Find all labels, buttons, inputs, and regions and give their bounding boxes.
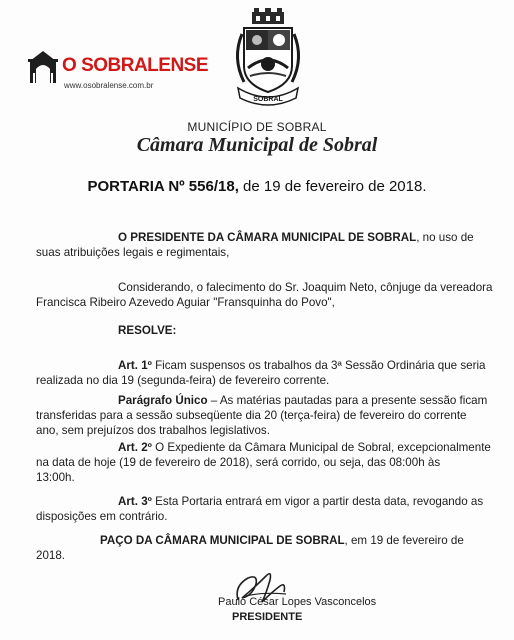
article2-text: O Expediente da Câmara Municipal de Sobral, excepcionalmente xyxy=(151,441,491,454)
paco-line1 xyxy=(100,533,500,548)
intro-line1 xyxy=(118,230,498,245)
article3-label: Art. 3º xyxy=(118,495,152,508)
article1-line1 xyxy=(118,358,498,373)
article2-line3: 13:00h. xyxy=(36,471,75,484)
paco-line2: 2018. xyxy=(36,549,66,562)
paragraph-unico-line3: ano, sem prejuízos dos trabalhos legislativos. xyxy=(36,424,270,437)
coat-of-arms-ribbon-text: SOBRAL xyxy=(253,96,283,103)
article3-line1 xyxy=(118,494,498,509)
article1-label: Art. 1º xyxy=(118,359,152,372)
paragraph-unico-line2: transferidas para a sessão subseqüente dia 20 (terça-feira) de fevereiro do corrente xyxy=(36,409,467,422)
portaria-number: PORTARIA Nº 556/18, xyxy=(87,178,239,195)
paragraph-unico-line1 xyxy=(118,393,498,408)
article2-label: Art. 2º xyxy=(118,441,152,454)
intro-president: O PRESIDENTE DA CÂMARA MUNICIPAL DE SOBRAL xyxy=(118,231,417,244)
article3-text: Esta Portaria entrará em vigor a partir desta data, revogando as xyxy=(151,495,484,508)
portaria-title xyxy=(0,178,514,195)
signatory-name: Paulo César Lopes Vasconcelos xyxy=(218,596,377,608)
watermark-url: www.osobralense.com.br xyxy=(64,81,154,90)
chamber-heading: Câmara Municipal de Sobral xyxy=(136,134,378,156)
municipality-heading: MUNICÍPIO DE SOBRAL xyxy=(187,120,327,134)
watermark-brand-o: O xyxy=(62,55,82,76)
paragraph-unico-label: Parágrafo Único xyxy=(118,394,208,407)
article1-text: Ficam suspensos os trabalhos da 3ª Sessão Ordinária que seria xyxy=(151,359,486,372)
arch-logo-icon xyxy=(28,49,58,83)
watermark-brand-name: SOBRALENSE xyxy=(81,55,209,76)
article1-line2: realizada no dia 19 (segunda-feira) de fevereiro corrente. xyxy=(36,374,330,387)
article3-line2: disposições em contrário. xyxy=(36,510,168,523)
portaria-date: de 19 de fevereiro de 2018. xyxy=(238,178,427,195)
watermark-brand xyxy=(62,55,208,77)
article2-line2: na data de hoje (19 de fevereiro de 2018), será corrido, ou seja, das 08:00h às xyxy=(36,456,441,469)
resolve-heading: RESOLVE: xyxy=(118,324,177,337)
article2-line1 xyxy=(118,440,498,455)
considering-line2: Francisca Ribeiro Azevedo Aguiar "Fransquinha do Povo", xyxy=(36,296,335,309)
signatory-role: PRESIDENTE xyxy=(232,611,303,623)
intro-line2: suas atribuições legais e regimentais, xyxy=(36,246,230,259)
osobralense-watermark xyxy=(28,49,209,99)
paco-place: PAÇO DA CÂMARA MUNICIPAL DE SOBRAL xyxy=(100,534,345,547)
considering-line1: Considerando, o falecimento do Sr. Joaquim Neto, cônjuge da vereadora xyxy=(118,281,493,294)
intro-tail: , no uso de xyxy=(416,231,474,244)
sobral-coat-of-arms xyxy=(230,8,306,112)
paragraph-unico-text: – As matérias pautadas para a presente sessão ficam xyxy=(207,394,488,407)
paco-date: , em 19 de fevereiro de xyxy=(344,534,464,547)
